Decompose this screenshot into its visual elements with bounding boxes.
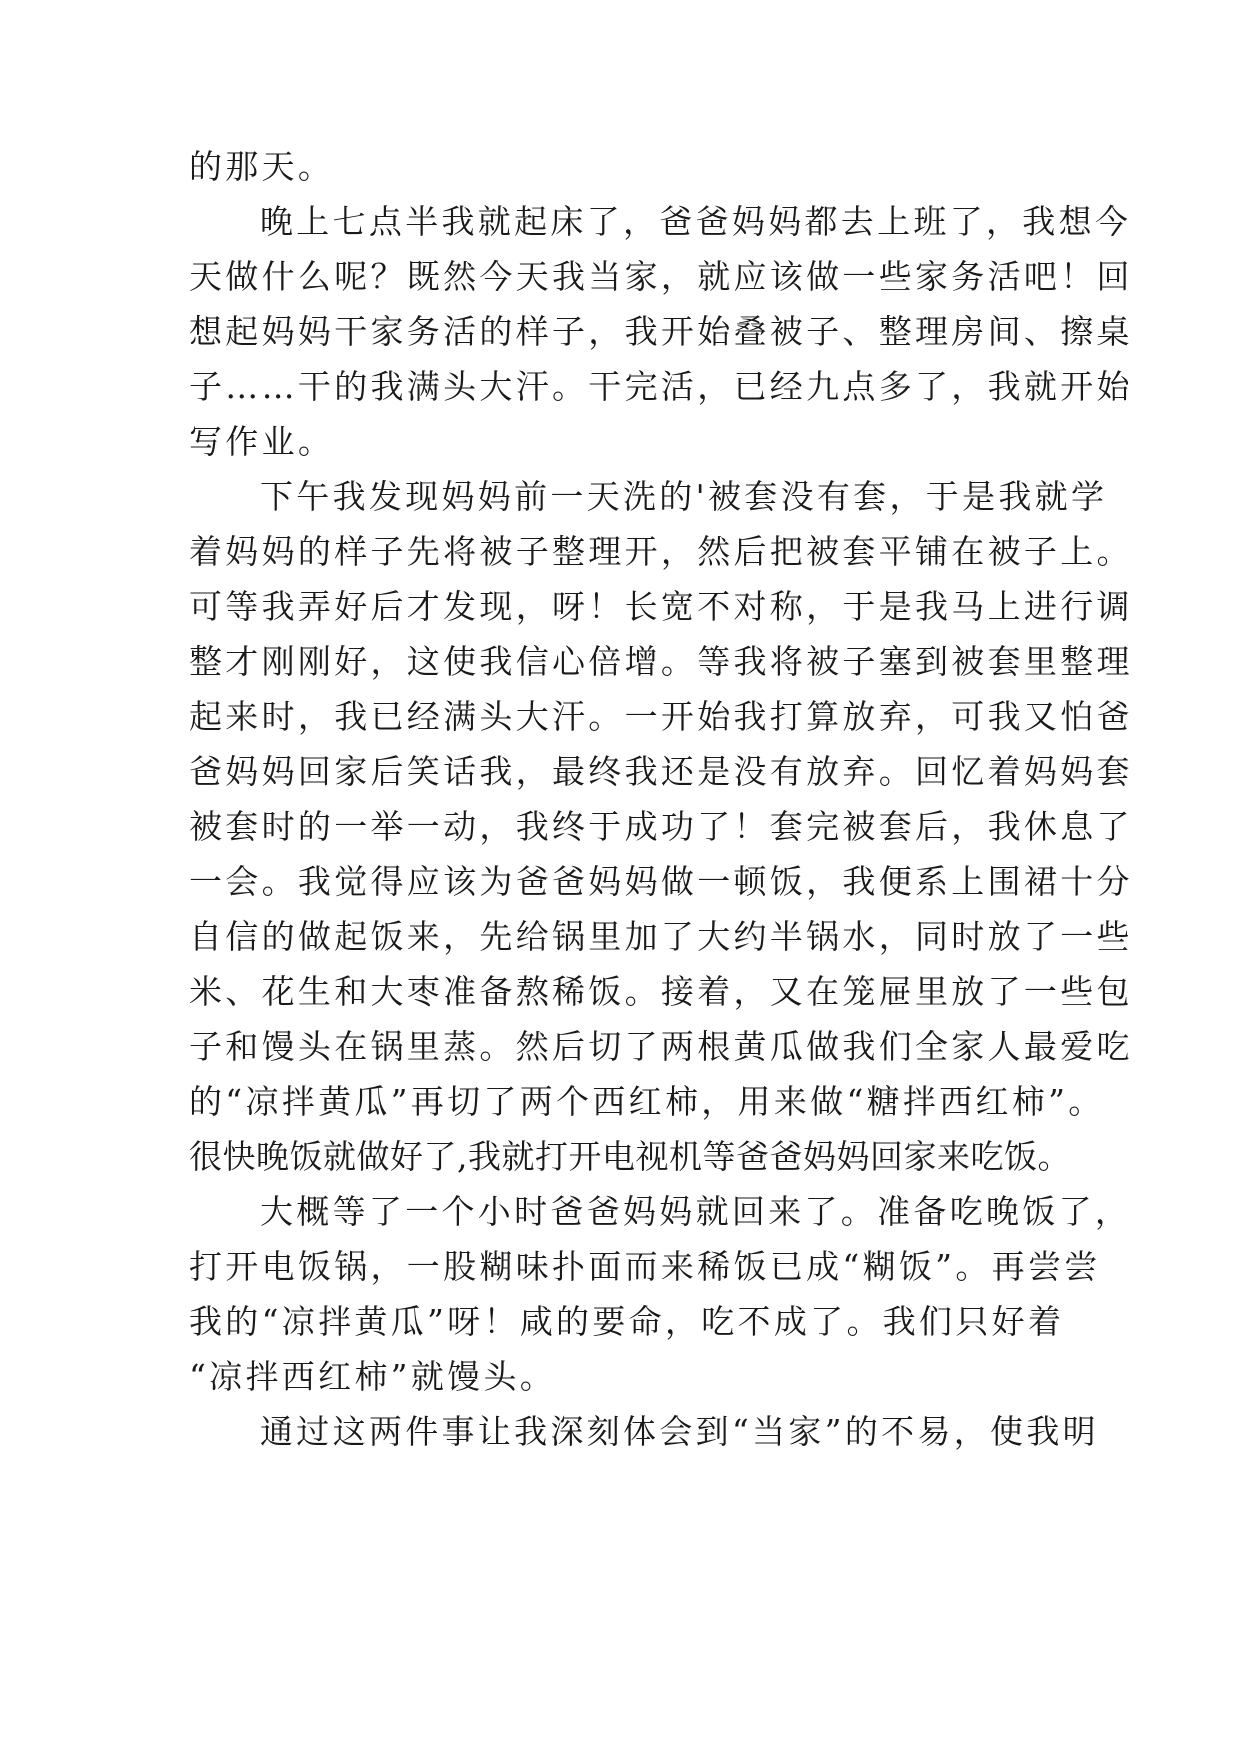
paragraph-start-line: 通过这两件事让我深刻体会到“当家”的不易，使我明 bbox=[260, 1412, 1099, 1451]
text-line: 想起妈妈干家务活的样子，我开始叠被子、整理房间、擦桌 bbox=[189, 312, 1133, 351]
text-line: 天做什么呢？既然今天我当家，就应该做一些家务活吧！回 bbox=[189, 257, 1133, 296]
text-line: 米、花生和大枣准备熬稀饭。接着，又在笼屉里放了一些包 bbox=[189, 972, 1133, 1011]
text-line: 子和馒头在锅里蒸。然后切了两根黄瓜做我们全家人最爱吃 bbox=[189, 1027, 1133, 1066]
paragraph-start-line: 下午我发现妈妈前一天洗的'被套没有套，于是我就学 bbox=[260, 477, 1108, 516]
text-line: 打开电饭锅，一股糊味扑面而来稀饭已成“糊饭”。再尝尝 bbox=[189, 1247, 1101, 1286]
text-line: 我的“凉拌黄瓜”呀！咸的要命，吃不成了。我们只好着 bbox=[189, 1302, 1065, 1341]
text-line: 被套时的一举一动，我终于成功了！套完被套后，我休息了 bbox=[189, 807, 1133, 846]
text-line: 整才刚刚好，这使我信心倍增。等我将被子塞到被套里整理 bbox=[189, 642, 1133, 681]
text-line: 起来时，我已经满头大汗。一开始我打算放弃，可我又怕爸 bbox=[189, 697, 1133, 736]
text-line: 着妈妈的样子先将被子整理开，然后把被套平铺在被子上。 bbox=[189, 532, 1133, 571]
text-line: 一会。我觉得应该为爸爸妈妈做一顿饭，我便系上围裙十分 bbox=[189, 862, 1133, 901]
text-line: 可等我弄好后才发现，呀！长宽不对称，于是我马上进行调 bbox=[189, 587, 1133, 626]
text-line: 自信的做起饭来，先给锅里加了大约半锅水，同时放了一些 bbox=[189, 917, 1133, 956]
paragraph-start-line: 大概等了一个小时爸爸妈妈就回来了。准备吃晚饭了， bbox=[260, 1192, 1132, 1231]
text-line: 写作业。 bbox=[189, 422, 335, 461]
text-line: 爸妈妈回家后笑话我，最终我还是没有放弃。回忆着妈妈套 bbox=[189, 752, 1133, 791]
text-line: 的“凉拌黄瓜”再切了两个西红柿，用来做“糖拌西红柿”。 bbox=[189, 1082, 1105, 1121]
text-line: “凉拌西红柿”就馒头。 bbox=[189, 1357, 557, 1396]
paragraph-start-line: 晚上七点半我就起床了，爸爸妈妈都去上班了，我想今 bbox=[260, 202, 1132, 241]
text-line: 很快晚饭就做好了,我就打开电视机等爸爸妈妈回家来吃饭。 bbox=[189, 1137, 1071, 1176]
text-line: 子……干的我满头大汗。干完活，已经九点多了，我就开始 bbox=[189, 367, 1133, 406]
text-line: 的那天。 bbox=[189, 147, 335, 186]
